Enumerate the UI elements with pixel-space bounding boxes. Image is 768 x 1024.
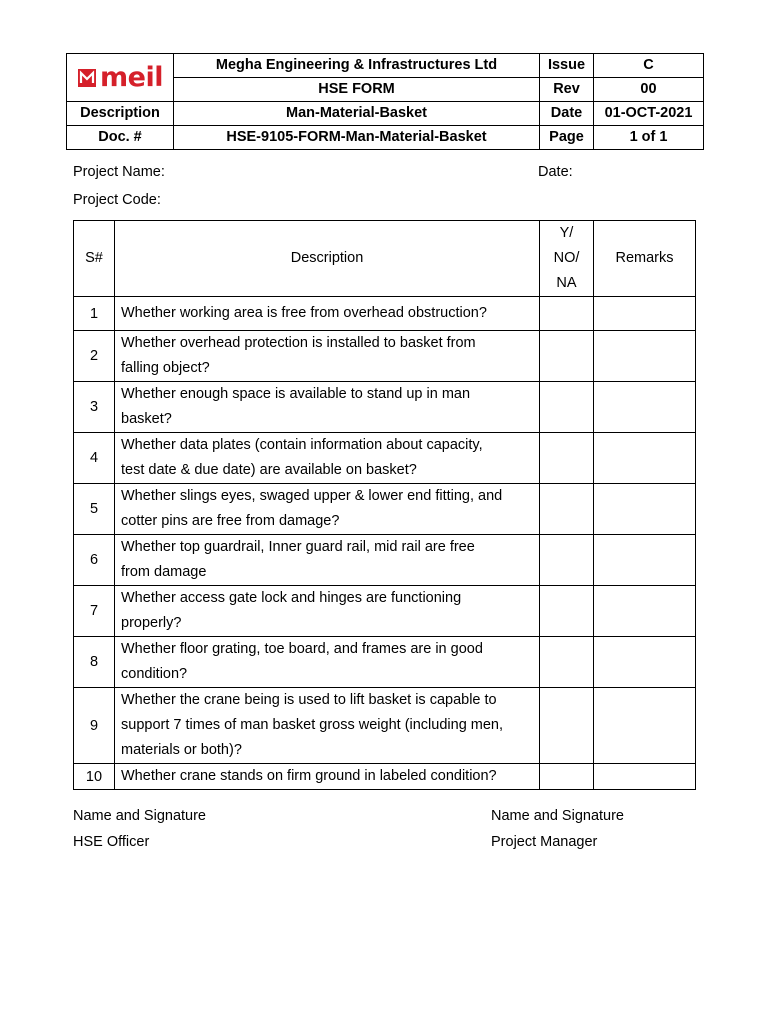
form-type: HSE FORM (174, 78, 540, 102)
description-label: Description (67, 102, 174, 126)
yes-no-na-cell[interactable] (540, 637, 594, 688)
description-line: condition? (121, 666, 188, 682)
description-line: Whether crane stands on firm ground in labeled condition? (121, 768, 497, 784)
description-line: from damage (121, 564, 207, 580)
row-number: 5 (74, 484, 115, 535)
remarks-cell[interactable] (594, 688, 696, 764)
row-number: 7 (74, 586, 115, 637)
row-number: 1 (74, 297, 115, 331)
signature-label: Name and Signature (73, 808, 206, 824)
logo-wordmark: meil (100, 61, 163, 93)
checklist-table (73, 220, 696, 790)
description-line: Whether enough space is available to stand up in man (121, 386, 471, 402)
signature-label: Name and Signature (491, 808, 624, 824)
yes-no-na-cell[interactable] (540, 331, 594, 382)
description-line: test date & due date) are available on basket? (121, 462, 417, 478)
project-manager-signature-block (491, 803, 624, 855)
table-row (74, 297, 696, 331)
col-header-remarks: Remarks (594, 221, 696, 297)
yes-no-na-cell[interactable] (540, 433, 594, 484)
yn-header-line: NA (556, 275, 577, 291)
description-line: Whether access gate lock and hinges are functioning (121, 590, 462, 606)
company-logo (67, 54, 174, 102)
description-line: basket? (121, 411, 172, 427)
description-line: Whether the crane being is used to lift basket is capable to (121, 692, 497, 708)
yn-header-line: Y/ (559, 225, 574, 241)
hse-officer-signature-block (73, 803, 206, 855)
table-row (74, 484, 696, 535)
row-number: 6 (74, 535, 115, 586)
project-code-label: Project Code: (73, 192, 161, 208)
yn-header-line: NO/ (553, 250, 580, 266)
signature-role: Project Manager (491, 834, 598, 850)
table-row (74, 637, 696, 688)
row-description (115, 637, 540, 688)
yes-no-na-cell[interactable] (540, 688, 594, 764)
yes-no-na-cell[interactable] (540, 586, 594, 637)
table-row (74, 535, 696, 586)
description-line: properly? (121, 615, 182, 631)
remarks-cell[interactable] (594, 331, 696, 382)
remarks-cell[interactable] (594, 586, 696, 637)
yes-no-na-cell[interactable] (540, 535, 594, 586)
yes-no-na-cell[interactable] (540, 764, 594, 790)
row-description (115, 688, 540, 764)
remarks-cell[interactable] (594, 637, 696, 688)
row-description (115, 297, 540, 331)
form-header-table (66, 53, 704, 150)
row-number: 2 (74, 331, 115, 382)
date-label: Date (540, 102, 594, 126)
project-name-label: Project Name: (73, 164, 165, 180)
row-description (115, 535, 540, 586)
col-header-description: Description (115, 221, 540, 297)
table-row (74, 764, 696, 790)
description-line: Whether floor grating, toe board, and frames are in good (121, 641, 483, 657)
rev-value: 00 (594, 78, 704, 102)
col-header-sn: S# (74, 221, 115, 297)
doc-value: HSE-9105-FORM-Man-Material-Basket (174, 126, 540, 150)
description-line: support 7 times of man basket gross weight (including men, (121, 717, 504, 733)
company-name: Megha Engineering & Infrastructures Ltd (174, 54, 540, 78)
date-value: 01-OCT-2021 (594, 102, 704, 126)
remarks-cell[interactable] (594, 297, 696, 331)
row-number: 4 (74, 433, 115, 484)
row-number: 3 (74, 382, 115, 433)
row-description (115, 433, 540, 484)
remarks-cell[interactable] (594, 764, 696, 790)
remarks-cell[interactable] (594, 382, 696, 433)
remarks-cell[interactable] (594, 433, 696, 484)
yes-no-na-cell[interactable] (540, 484, 594, 535)
description-line: Whether top guardrail, Inner guard rail, mid rail are free (121, 539, 475, 555)
table-row (74, 382, 696, 433)
remarks-cell[interactable] (594, 535, 696, 586)
description-line: cotter pins are free from damage? (121, 513, 340, 529)
row-description (115, 586, 540, 637)
row-number: 8 (74, 637, 115, 688)
yes-no-na-cell[interactable] (540, 382, 594, 433)
project-date-label: Date: (538, 164, 573, 180)
col-header-yes-no-na (540, 221, 594, 297)
table-row (74, 586, 696, 637)
meil-logo-icon (77, 68, 97, 88)
issue-value: C (594, 54, 704, 78)
description-value: Man-Material-Basket (174, 102, 540, 126)
rev-label: Rev (540, 78, 594, 102)
row-description (115, 764, 540, 790)
description-line: Whether slings eyes, swaged upper & lower end fitting, and (121, 488, 503, 504)
description-line: Whether data plates (contain information about capacity, (121, 437, 483, 453)
description-line: materials or both)? (121, 742, 242, 758)
table-row (74, 331, 696, 382)
issue-label: Issue (540, 54, 594, 78)
signature-role: HSE Officer (73, 834, 150, 850)
description-line: Whether overhead protection is installed to basket from (121, 335, 476, 351)
doc-label: Doc. # (67, 126, 174, 150)
row-description (115, 382, 540, 433)
table-row (74, 688, 696, 764)
remarks-cell[interactable] (594, 484, 696, 535)
table-row (74, 433, 696, 484)
row-number: 9 (74, 688, 115, 764)
page-label: Page (540, 126, 594, 150)
row-description (115, 331, 540, 382)
row-description (115, 484, 540, 535)
description-line: Whether working area is free from overhead obstruction? (121, 305, 487, 321)
description-line: falling object? (121, 360, 210, 376)
yes-no-na-cell[interactable] (540, 297, 594, 331)
row-number: 10 (74, 764, 115, 790)
page-value: 1 of 1 (594, 126, 704, 150)
